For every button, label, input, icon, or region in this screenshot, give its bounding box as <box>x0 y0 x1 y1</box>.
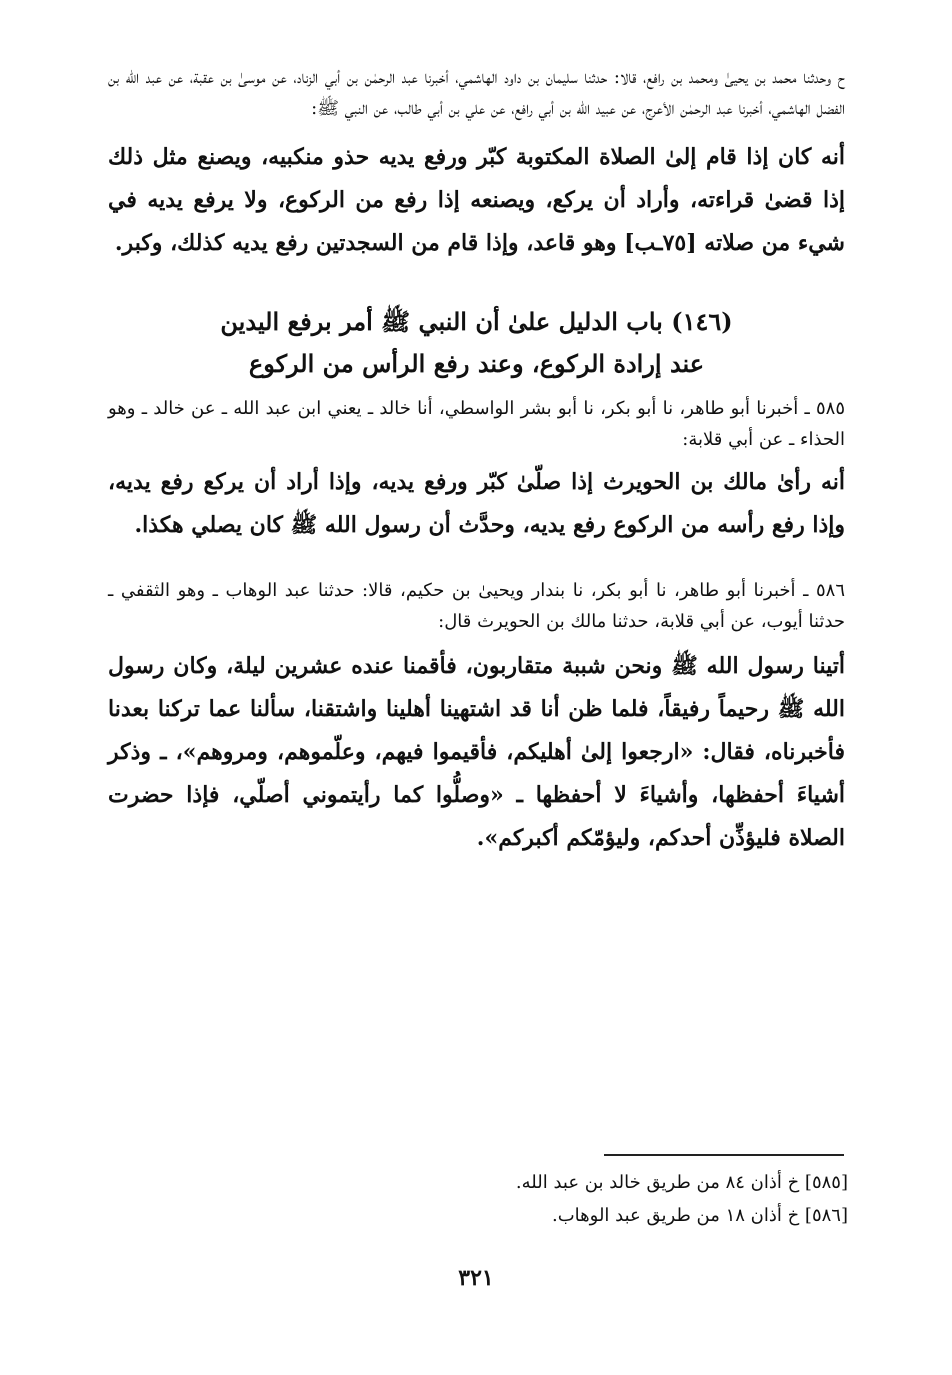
hadith-585-matn: أنه رأىٰ مالك بن الحويرث إذا صلّىٰ كبّر ورفع يديه، وإذا أراد أن يركع رفع يديه، وإذا رفع رأسه من الركوع رفع يديه، وحدَّث أن رسول الله ﷺ كان يصلي هكذا. <box>108 469 846 538</box>
page-body <box>108 62 845 860</box>
footnote-divider <box>604 1154 844 1156</box>
chapter-heading-line-2: عند إرادة الركوع، وعند رفع الرأس من الركوع <box>248 349 705 378</box>
page-number: ٣٢١ <box>458 1265 494 1291</box>
chapter-heading-line-1: (١٤٦) باب الدليل علىٰ أن النبي ﷺ أمر برفع اليدين <box>220 307 733 336</box>
intro-isnad: ح وحدثنا محمد بن يحيىٰ ومحمد بن رافع، قالا: حدثنا سليمان بن داود الهاشمي، أخبرنا عبد الرحمٰن بن أبي الزناد، عن موسىٰ بن عقبة، عن عبد الله بن الفضل الهاشمي، أخبرنا عبد الرحمٰن الأعرج، عن عبيد الله بن أبي رافع، عن علي بن أبي طالب، عن النبي ﷺ: <box>108 67 845 119</box>
hadith-586-matn: أتينا رسول الله ﷺ ونحن شببة متقاربون، فأقمنا عنده عشرين ليلة، وكان رسول الله ﷺ رحيماً رفيقاً، فلما ظن أنا قد اشتهينا أهلينا واشتقنا، سألنا عما تركنا بعدنا فأخبرناه، فقال: «ارجعوا إلىٰ أهليكم، فأقيموا فيهم، وعلّموهم، ومروهم»، ـ وذكر أشياءَ أحفظها، وأشياءَ لا أحفظها ـ «وصلُّوا كما رأيتموني أصلّي، فإذا حضرت الصلاة فليؤذِّن أحدكم، وليؤمّكم أكبركم». <box>108 653 845 851</box>
footnote-586: [٥٨٦] خ أذان ١٨ من طريق عبد الوهاب. <box>552 1205 848 1226</box>
footnote-585: [٥٨٥] خ أذان ٨٤ من طريق خالد بن عبد الله. <box>515 1172 848 1193</box>
footnotes <box>516 1166 848 1232</box>
hadith-586-isnad: ٥٨٦ ـ أخبرنا أبو طاهر، نا أبو بكر، نا بندار ويحيىٰ بن حكيم، قالا: حدثنا عبد الوهاب ـ وهو الثقفي ـ حدثنا أيوب، عن أبي قلابة، حدثنا مالك بن الحويرث قال: <box>108 580 846 632</box>
hadith-585-isnad: ٥٨٥ ـ أخبرنا أبو طاهر، نا أبو بكر، نا أبو بشر الواسطي، أنا خالد ـ يعني ابن عبد الله ـ عن خالد ـ وهو الحذاء ـ عن أبي قلابة: <box>108 398 845 450</box>
intro-matn: أنه كان إذا قام إلىٰ الصلاة المكتوبة كبّر ورفع يديه حذو منكبيه، ويصنع مثل ذلك إذا قضىٰ قراءته، وأراد أن يركع، ويصنعه إذا رفع من الركوع، ولا يرفع يديه في شيء من صلاته [٧٥ـب] وهو قاعد، وإذا قام من السجدتين رفع يديه كذلك، وكبر. <box>108 144 845 256</box>
chapter-heading <box>108 301 845 385</box>
